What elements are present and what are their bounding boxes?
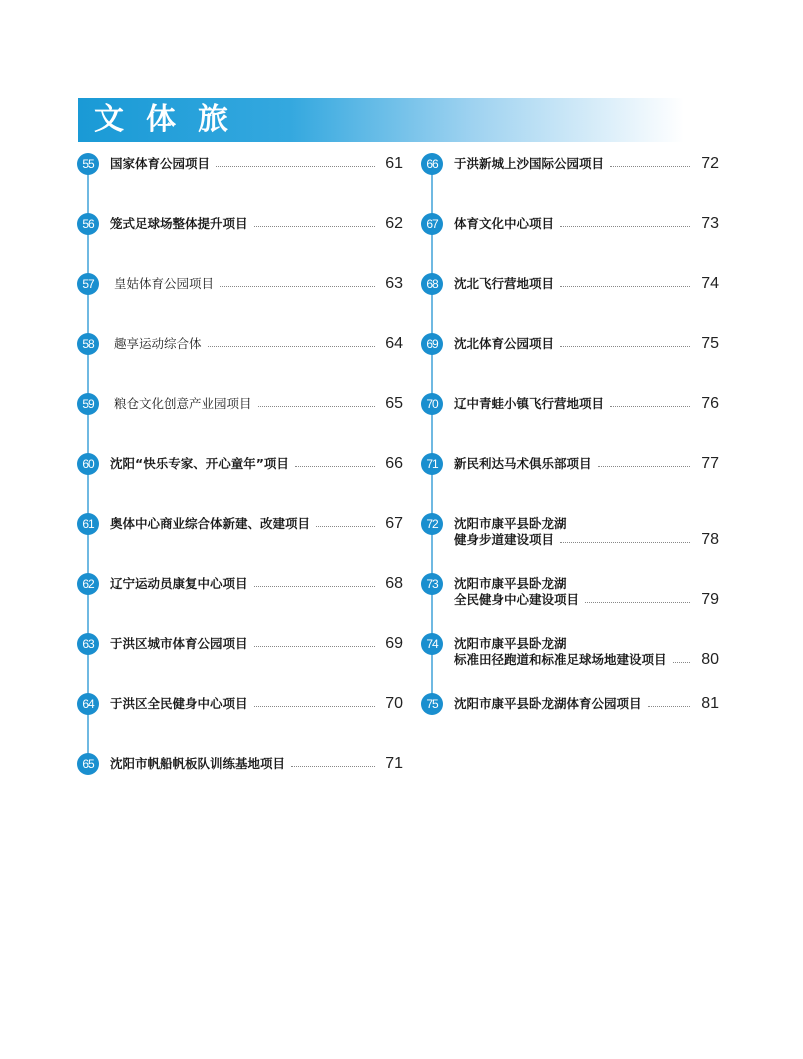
- dotted-leader: [291, 766, 375, 767]
- entry-title: 标准田径跑道和标准足球场地建设项目: [454, 652, 667, 667]
- entry-number-badge: 67: [421, 213, 443, 235]
- entry-title: 体育文化中心项目: [454, 216, 555, 231]
- entry-number-badge: 69: [421, 333, 443, 355]
- page-number: 72: [701, 155, 719, 172]
- entry-title: 辽中青蛙小镇飞行营地项目: [454, 396, 605, 411]
- dotted-leader: [258, 406, 375, 407]
- page-number: 81: [701, 695, 719, 712]
- entry-number-badge: 65: [77, 753, 99, 775]
- entry-title: 笼式足球场整体提升项目: [110, 216, 248, 231]
- dotted-leader: [216, 166, 375, 167]
- page-number: 64: [385, 335, 403, 352]
- entry-number-badge: 70: [421, 393, 443, 415]
- dotted-leader: [560, 542, 690, 543]
- entry-number-badge: 56: [77, 213, 99, 235]
- entry-number-badge: 72: [421, 513, 443, 535]
- dotted-leader: [673, 662, 690, 663]
- page-number: 65: [385, 395, 403, 412]
- entry-title: 新民利达马术俱乐部项目: [454, 456, 592, 471]
- entry-number-badge: 74: [421, 633, 443, 655]
- entry-title: 于洪新城上沙国际公园项目: [454, 156, 605, 171]
- entry-title: 于洪区全民健身中心项目: [110, 696, 248, 711]
- entry-title: 沈阳市康平县卧龙湖: [454, 516, 567, 531]
- entry-number-badge: 64: [77, 693, 99, 715]
- entry-number-badge: 59: [77, 393, 99, 415]
- entry-title: 沈阳市帆船帆板队训练基地项目: [110, 756, 286, 771]
- page-number: 73: [701, 215, 719, 232]
- dotted-leader: [254, 706, 375, 707]
- entry-title: 奥体中心商业综合体新建、改建项目: [110, 516, 311, 531]
- page-number: 70: [385, 695, 403, 712]
- entry-number-badge: 66: [421, 153, 443, 175]
- dotted-leader: [560, 286, 690, 287]
- page-number: 61: [385, 155, 403, 172]
- dotted-leader: [254, 586, 375, 587]
- entry-title: 沈北体育公园项目: [454, 336, 555, 351]
- entry-title: 辽宁运动员康复中心项目: [110, 576, 248, 591]
- entry-number-badge: 57: [77, 273, 99, 295]
- page-number: 66: [385, 455, 403, 472]
- entry-number-badge: 63: [77, 633, 99, 655]
- page-number: 63: [385, 275, 403, 292]
- page-number: 78: [701, 531, 719, 548]
- entry-title: 全民健身中心建设项目: [454, 592, 580, 607]
- page-number: 80: [701, 651, 719, 668]
- dotted-leader: [560, 226, 690, 227]
- entry-title: 沈阳市康平县卧龙湖: [454, 576, 567, 591]
- section-header-bar: [78, 98, 684, 142]
- dotted-leader: [316, 526, 375, 527]
- dotted-leader: [648, 706, 690, 707]
- page-number: 76: [701, 395, 719, 412]
- entry-number-badge: 71: [421, 453, 443, 475]
- page-number: 67: [385, 515, 403, 532]
- entry-number-badge: 75: [421, 693, 443, 715]
- entry-title: 皇姑体育公园项目: [114, 276, 215, 291]
- right-timeline-line: [431, 158, 433, 714]
- dotted-leader: [220, 286, 375, 287]
- entry-title: 沈阳“快乐专家、开心童年”项目: [110, 456, 289, 471]
- entry-number-badge: 73: [421, 573, 443, 595]
- page-number: 69: [385, 635, 403, 652]
- entry-title: 国家体育公园项目: [110, 156, 211, 171]
- dotted-leader: [610, 166, 690, 167]
- entry-title: 沈阳市康平县卧龙湖: [454, 636, 567, 651]
- dotted-leader: [254, 646, 375, 647]
- dotted-leader: [598, 466, 690, 467]
- entry-title: 健身步道建设项目: [454, 532, 555, 547]
- page-number: 62: [385, 215, 403, 232]
- dotted-leader: [254, 226, 375, 227]
- entry-number-badge: 68: [421, 273, 443, 295]
- dotted-leader: [560, 346, 690, 347]
- section-title: 文体旅: [94, 102, 250, 137]
- entry-title: 趣享运动综合体: [114, 336, 202, 351]
- page-number: 79: [701, 591, 719, 608]
- entry-number-badge: 62: [77, 573, 99, 595]
- entry-title: 沈阳市康平县卧龙湖体育公园项目: [454, 696, 642, 711]
- entry-title: 沈北飞行营地项目: [454, 276, 555, 291]
- page-number: 71: [385, 755, 403, 772]
- page-number: 77: [701, 455, 719, 472]
- entry-number-badge: 61: [77, 513, 99, 535]
- entry-title: 粮仓文化创意产业园项目: [114, 396, 252, 411]
- entry-number-badge: 60: [77, 453, 99, 475]
- page-number: 68: [385, 575, 403, 592]
- dotted-leader: [295, 466, 375, 467]
- dotted-leader: [208, 346, 375, 347]
- dotted-leader: [585, 602, 690, 603]
- entry-number-badge: 55: [77, 153, 99, 175]
- page-number: 75: [701, 335, 719, 352]
- page-number: 74: [701, 275, 719, 292]
- entry-title: 于洪区城市体育公园项目: [110, 636, 248, 651]
- dotted-leader: [610, 406, 690, 407]
- entry-number-badge: 58: [77, 333, 99, 355]
